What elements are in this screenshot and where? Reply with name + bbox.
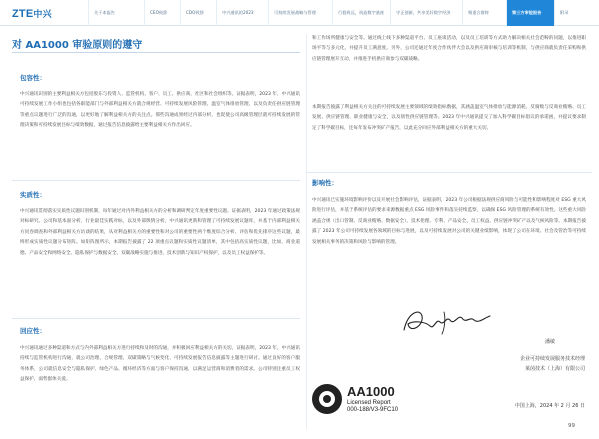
aa1000-logo-title: AA1000	[347, 384, 395, 399]
nav-tab-6[interactable]: 行稳致远，筑造数字基座	[332, 0, 390, 26]
column-divider	[306, 34, 307, 429]
zte-logo[interactable]	[12, 7, 52, 20]
signer-title-line-2: 莱茵技术（上海）有限公司	[524, 366, 585, 372]
nav-tab-1[interactable]: 关于本报告	[88, 0, 144, 26]
aa1000-licensed-report: Licensed Report	[347, 400, 391, 406]
chapter-nav	[88, 0, 599, 26]
signer-name: 潘敏	[545, 339, 556, 345]
section-text-inclusivity: 中兴通讯识别的主要利益相关方包括股东与投资人、监管机构、客户、员工、供应商、社区和社会组织等。证据表明，2023 年，中兴通讯可持续发展工作小组也包括各职能部门与外部利益相关方就合规经营、可持续发展风险管理、温室气体排放管理，以及负责任供应链管理等重点议题进行广泛的沟通，以更好地了解利益相关方的关注点。那些沟通成果经过内部分析，也促使公司高级管理层就可持续发展的管理决策和可持续发展目标与绩效数据，通过报告信息披露给主要利益相关方作出回应。	[20, 92, 300, 129]
aa1000-logo-subtitle	[347, 400, 398, 414]
title-underline	[12, 52, 300, 53]
right-paragraph-2: 本期报告披露了利益相关方关注的可持续发展主要领域的绩效指标数据，其涵盖温室气体排放与能源消耗、反腐败与反商业贿赂、员工发展、供应链管理、职业健康与安全，以及韧性供应链管理等。2023 年中兴通讯提交了加入科学碳目标倡议的承诺函，并提议要求制定了科学碳目标，还每年发布冲突矿产报告，以此充分回应外部利益相关方的重大关切。	[312, 105, 586, 131]
section-text-materiality: 中兴通讯贯彻落实实质性议题识别机制，每年通过对内外利益相关方的分析和调研判定年度重要性议题。证据表明，2023 年通过政策法规对标研究、公司和基本面分析、行业最佳实践对标，以及外部舆情分析，中兴通讯更新和管理了可持续发展议题库，并基于内部利益相关方问卷调查和外部利益相关方访谈的结果，从对利益相关方的重要性和对公司的重要性两个维度综合分析、评估和优先排序这些议题，最终形成实质性议题分布矩阵。如矩阵图所示，本期报告披露了 22 项重点议题和实质性议题清单，其中包括高实质性议题，比如，商业道德、产品安全和网络安全、隐私保护与数据安全、双碳战略实施与推进、技术创新与知识产权保护，以及员工权益保护等。	[20, 209, 300, 256]
section-label-materiality: 实质性：	[20, 191, 46, 199]
section-divider	[12, 318, 300, 319]
nav-tab-3[interactable]: CDO致辞	[180, 0, 216, 26]
signing-date: 中国上海，2024 年 2 月 26 日	[514, 403, 585, 409]
section-text-impact: 中兴通讯已实施环境影响评价以及开展社会影响评估，证据表明，2023 年公司根据法规供应商风险与可能性和影响程度对 ESG 重大风险进行评估，并基于系统评估的要求来源数据重点 ESG 风险事件和落实持续监察，以确保 ESG 风险管理的系统有效性。这些重大风险涵盖合规（出口管制、反商业贿赂、数据安全）、技术伦理、专利、产品安全、员工权益、供应链冲突矿产以及气候风险等。本期报告披露了 2023 年公司可持续发展各领域的目标与进展，以及可持续发展对公司的关键业绩影响，体现了公司在环境、社会及管治等可持续发展相关事务的决策和风险与影响的管理。	[312, 198, 586, 245]
section-divider	[12, 180, 300, 181]
signer-title	[450, 354, 585, 374]
nav-tab-10[interactable]: 附录	[554, 0, 599, 26]
nav-tab-2[interactable]: CEO致辞	[144, 0, 180, 26]
logo-sub-text: 中兴	[33, 10, 52, 20]
section-label-impact: 影响性：	[312, 179, 338, 187]
nav-tab-4[interactable]: 中兴通讯的2023	[216, 0, 268, 26]
nav-tab-5[interactable]: 可持续发展战略与管理	[268, 0, 332, 26]
section-label-responsiveness: 回应性：	[20, 327, 46, 335]
logo-text: ZTE	[12, 8, 34, 20]
section-label-inclusivity: 包容性：	[20, 74, 46, 82]
aa1000-license-number: 000-188/V3-9FC10	[347, 407, 399, 413]
page-title: 对 AA1000 审验原则的遵守	[12, 40, 143, 51]
top-navigation-bar	[0, 0, 599, 26]
nav-tab-9[interactable]: 第三方审验报告	[506, 0, 554, 26]
nav-tab-8[interactable]: 聚重合群终	[462, 0, 506, 26]
section-text-responsiveness: 中兴通讯通过多种渠道和方式与内外部利益相关方进行持续和及时的沟通，并积极回应利益相关方的关切。证据表明，2023 年，中兴通讯持续与监管机构进行沟通，就公司治理、合规管理、双碳策略与气候变化、可持续发展报告信息披露等主题进行研讨。通过良好的客户服务体系，公司就信息安全与隐私保护、绿色产品、循环经济等方面与客户保持沟通，以满足运营商和消费者的需求。公司特别注重员工权益保护、弱势群体关爱。	[20, 346, 300, 383]
signer-title-line-1: 企业可持续发展服务技术经理	[519, 356, 585, 362]
section-divider	[306, 172, 592, 173]
nav-tab-7[interactable]: 守正创新，共享美好数字经济	[390, 0, 462, 26]
right-paragraph-1: 和工作场所健康与安全等。通过线上线下多种渠道平台、员工座谈活动，以及员工培训等方式助力解决相关社会范畴的问题，以推进职场平等与多元化，并提升员工满意度。另外，公司还通过年度合作伙伴大会以及供应商审核与培训等机制，与供应商就负责任采购和供应链管理展开互动，并推进手机供应商参与双碳战略。	[312, 36, 586, 62]
handwritten-signature	[400, 304, 495, 338]
page-number: 99	[568, 423, 575, 429]
aa1000-seal-icon	[312, 384, 342, 414]
